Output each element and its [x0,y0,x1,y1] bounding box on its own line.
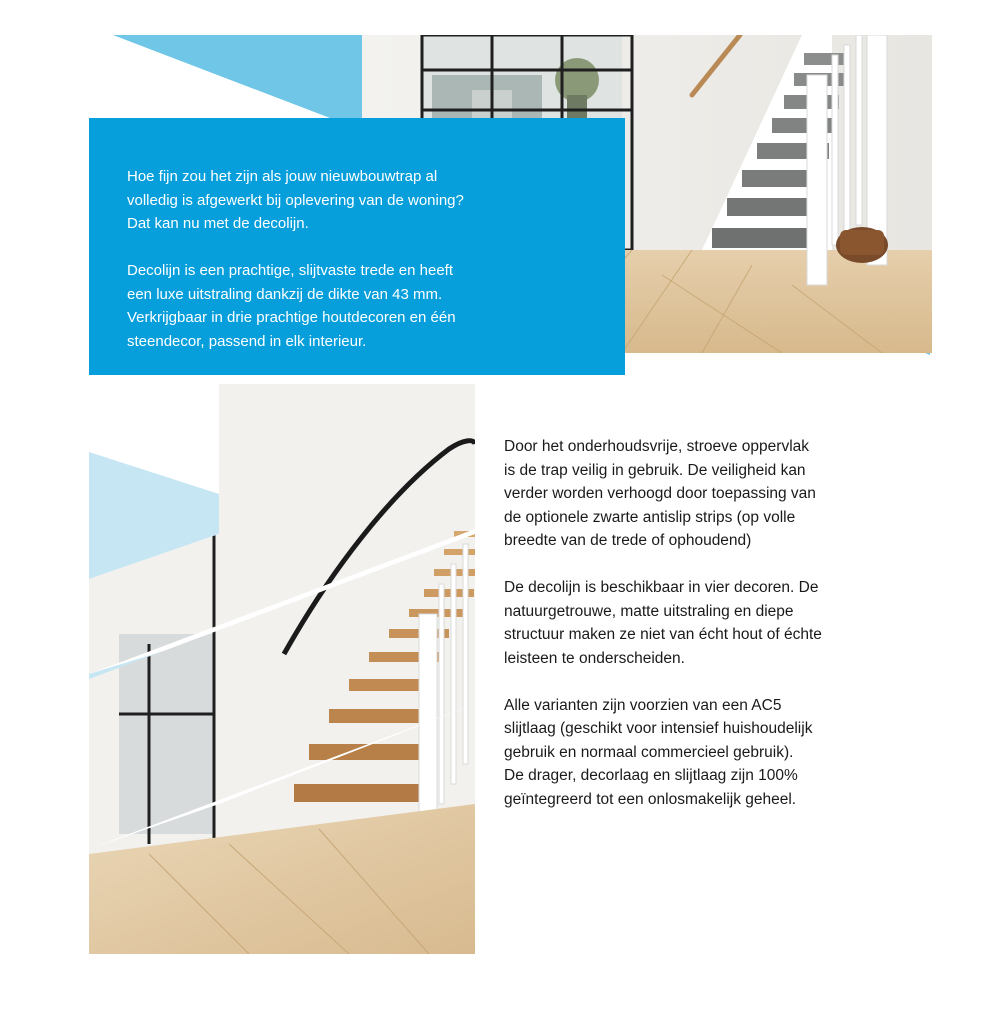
intro-paragraph-2: Decolijn is een prachtige, slijtvaste trede en heeft een luxe uitstraling dankzij de dikte van 43 mm. Verkrijgbaar in drie prachtige houtdecoren en één steendecor, passend in elk interieur. [127,262,456,350]
details-paragraph-3: Alle varianten zijn voorzien van een AC5 slijtlaag (geschikt voor intensief huishoudelijk gebruik en normaal commercieel gebruik). De drager, decorlaag en slijtlaag zijn 100% geïntegreerd tot een onlosmakelijk geheel. [504,696,813,808]
stair-photo-bottom [89,384,475,954]
intro-paragraph-1: Hoe fijn zou het zijn als jouw nieuwbouwtrap al volledig is afgewerkt bij oplevering van de woning? Dat kan nu met de decolijn. [127,168,464,232]
intro-text-box [89,118,625,375]
details-text [504,435,924,835]
details-paragraph-2: De decolijn is beschikbaar in vier decoren. De natuurgetrouwe, matte uitstraling en diepe structuur maken ze niet van écht hout of échte leisteen te onderscheiden. [504,579,822,667]
details-paragraph-1: Door het onderhoudsvrije, stroeve oppervlak is de trap veilig in gebruik. De veiligheid kan verder worden verhoogd door toepassing van de optionele zwarte antislip strips (op volle breedte van de trede of ophoudend) [504,438,816,549]
